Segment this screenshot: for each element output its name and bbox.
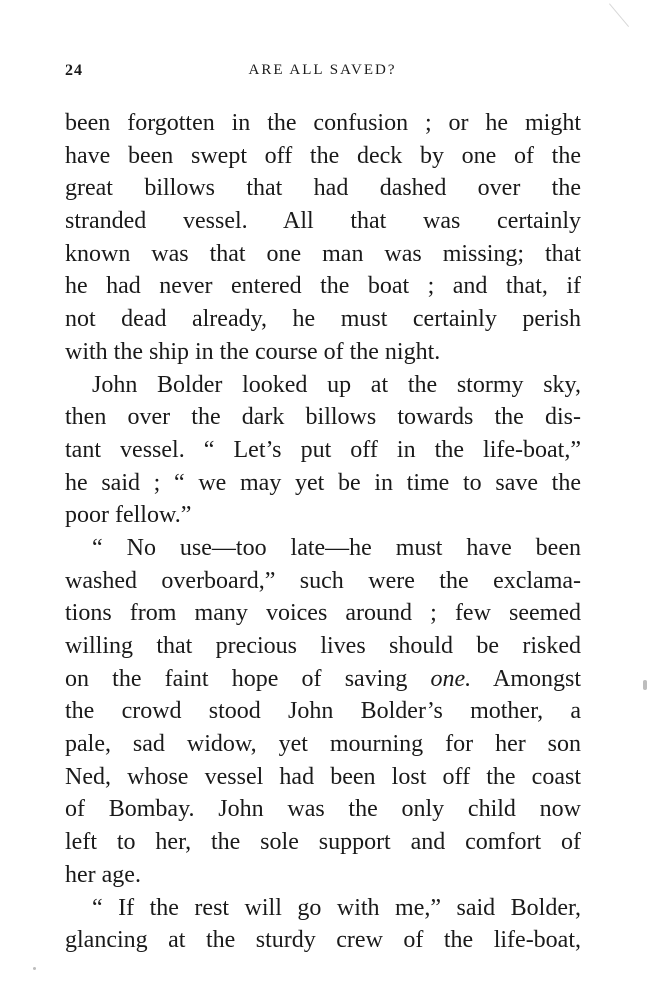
paragraph-start-line: John Bolder looked up at the stormy sky, [92,371,581,398]
text-line: he said ; “ we may yet be in time to save the [65,469,581,496]
text-line: been forgotten in the confusion ; or he might [65,110,581,136]
text-line: the crowd stood John Bolder’s mother, a [65,698,581,725]
text-line: poor fellow.” [65,502,192,529]
text-line: he had never entered the boat ; and that, if [65,273,581,300]
text-line: stranded vessel. All that was certainly [65,208,581,235]
body-text [65,107,581,957]
text-line: her age. [65,861,141,888]
text-line: have been swept off the deck by one of the [65,142,581,169]
text-line [65,663,581,696]
paper-speck [33,967,36,970]
text-line: with the ship in the course of the night. [65,338,441,365]
page-corner-mark [601,4,631,34]
text-line: great billows that had dashed over the [65,175,581,202]
page-number: 24 [65,62,83,79]
running-head: ARE ALL SAVED? [248,62,397,78]
text-line: then over the dark billows towards the dis- [65,404,581,431]
italic-word: one. [430,665,472,692]
paragraph-start-line: “ If the rest will go with me,” said Bolder, [92,894,581,921]
page-header [65,62,580,86]
text-segment: Amongst [471,665,582,692]
paper-speck [643,680,647,690]
text-line: tions from many voices around ; few seemed [65,600,581,627]
text-line: Ned, whose vessel had been lost off the coast [65,763,581,790]
text-line: left to her, the sole support and comfort of [65,829,581,856]
text-line: willing that precious lives should be risked [65,633,581,659]
text-line: tant vessel. “ Let’s put off in the life-boat,” [65,436,581,463]
text-line: pale, sad widow, yet mourning for her son [65,731,581,758]
text-line: known was that one man was missing; that [65,240,581,267]
text-line: of Bombay. John was the only child now [65,796,581,823]
text-line: glancing at the sturdy crew of the life-boat, [65,927,581,954]
text-line: not dead already, he must certainly perish [65,306,581,333]
paragraph-start-line: “ No use—too late—he must have been [92,534,581,561]
text-line: washed overboard,” such were the exclama- [65,567,581,594]
text-segment: on the faint hope of saving [65,665,431,692]
